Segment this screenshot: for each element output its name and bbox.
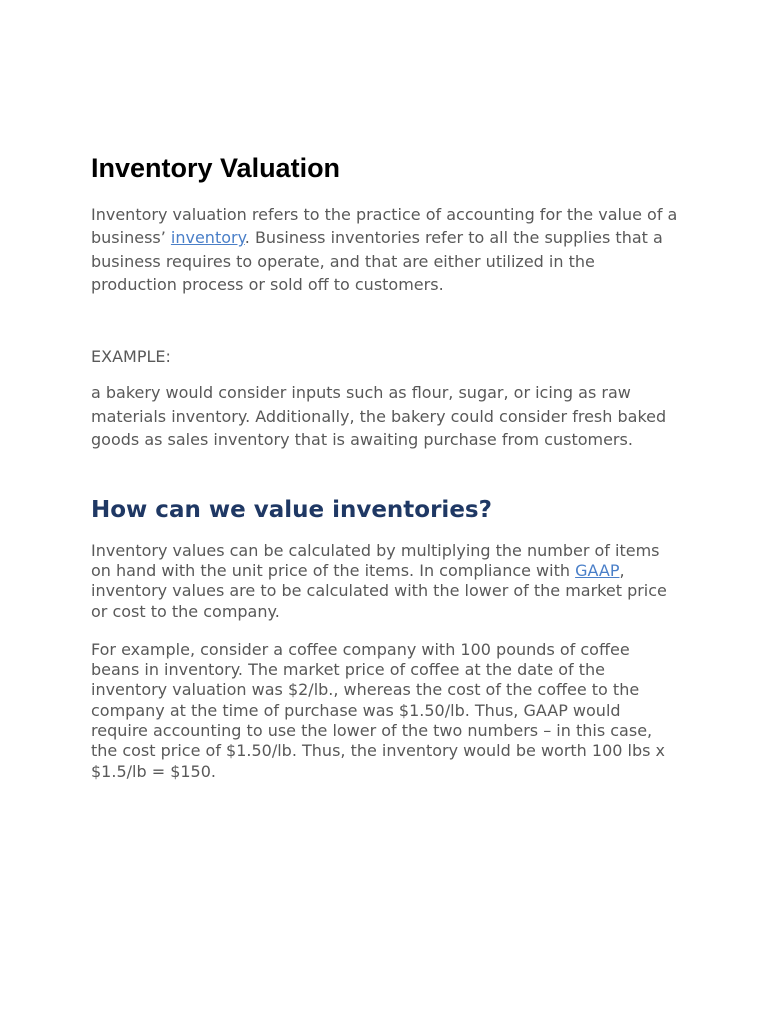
page-title: Inventory Valuation [91,153,341,183]
coffee-example-paragraph: For example, consider a coffee company with 100 pounds of coffee beans in inventory. The market price of coffee at the date of the inventory valuation was $2/lb., whereas the cost of the coffee to the company at the time of purchase was $1.50/lb. Thus, GAAP would require accounting to use the lower of the two numbers – in this case, the cost price of $1.50/lb. Thus, the inventory would be worth 100 lbs x $1.5/lb = $150. [91,639,666,781]
values-text-end: , inventory values are to be calculated with the lower of the market price or cost to the company. [91,560,667,621]
values-paragraph [91,541,681,622]
intro-text-end: . Business inventories refer to all the supplies that a business requires to operate, and that are either utilized in the production process or sold off to customers. [91,228,663,294]
values-text-start: Inventory values can be calculated by multiplying the number of items on hand with the unit price of the items. In compliance with [91,540,660,580]
document-body [91,151,681,782]
intro-text-start: Inventory valuation refers to the practice of accounting for the value of a business’ [91,205,678,248]
example-paragraph: a bakery would consider inputs such as flour, sugar, or icing as raw materials inventory. Additionally, the bakery could consider fresh baked goods as sales inventory that is awaiting purchase from customers. [91,383,667,450]
example-label: EXAMPLE: [91,347,171,367]
inventory-link[interactable]: inventory [170,228,245,248]
gaap-link[interactable]: GAAP [575,560,620,580]
section-heading: How can we value inventories? [91,496,492,523]
intro-paragraph [91,203,681,296]
